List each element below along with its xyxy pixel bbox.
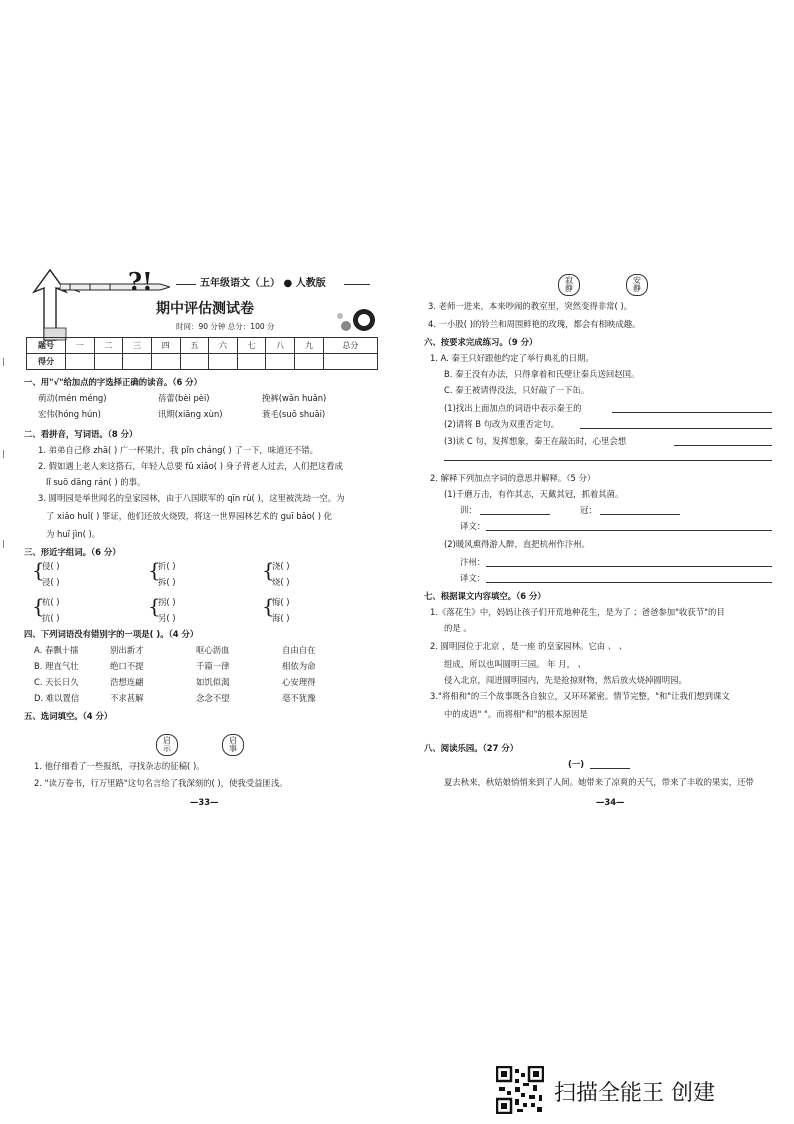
exam-title: 期中评估测试卷 <box>156 301 254 317</box>
pinyin-option[interactable]: 萌动(mén méng) <box>38 393 107 403</box>
word-choice-pill: 启事 <box>222 734 244 756</box>
answer-line[interactable] <box>674 445 772 446</box>
choice-word: D. 难以置信 <box>34 693 80 703</box>
score-cell[interactable] <box>323 354 377 370</box>
section-7-title: 七、根据课文内容填空。（6 分） <box>424 591 546 601</box>
score-cell[interactable] <box>123 354 152 370</box>
char-pair-top[interactable]: 杭( ) <box>42 597 60 607</box>
question-line: 2. 圆明园位于北京 ，是一座 的皇家园林。它由 、 、 <box>430 641 628 651</box>
answer-label: 汴州： <box>460 557 486 567</box>
score-cell[interactable] <box>94 354 123 370</box>
row-label: 题号 <box>27 338 66 354</box>
reading-text: 夏去秋来，秋姑娘悄悄来到了人间。她带来了凉爽的天气，带来了丰收的果实，还带 <box>444 777 754 787</box>
choice-word: C. 天长日久 <box>34 677 79 687</box>
char-pair-top[interactable]: 浇( ) <box>272 561 290 571</box>
question-line: C. 秦王被请得没法，只好敲了一下缶。 <box>444 385 590 395</box>
char-pair-bottom[interactable]: 拆( ) <box>158 577 176 587</box>
question-line: 3. 圆明园是举世闻名的皇家园林，由于八国联军的 qīn rù( )，这里被洗劫一空。为 <box>38 493 345 503</box>
char-pair-top[interactable]: 悔( ) <box>272 597 290 607</box>
pencil-stripe-icon <box>60 280 170 294</box>
question-line: 中的成语" "。而将相"和"的根本原因是 <box>444 709 588 719</box>
choice-word: 不求甚解 <box>110 693 144 703</box>
answer-line[interactable] <box>600 514 680 515</box>
choice-word: B. 理直气壮 <box>34 661 79 671</box>
choice-word: 千篇一律 <box>196 661 230 671</box>
section-1-title: 一、用"√"给加点的字选择正确的读音。（6 分） <box>24 377 202 387</box>
col-header: 总分 <box>323 338 377 354</box>
char-pair-bottom[interactable]: 海( ) <box>272 613 290 623</box>
choice-word: 自由自在 <box>282 645 316 655</box>
choice-word: 呕心沥血 <box>196 645 230 655</box>
score-cell[interactable] <box>209 354 238 370</box>
answer-line[interactable] <box>486 530 772 531</box>
col-header: 五 <box>180 338 209 354</box>
question-line: 4. 一小股( )的铃兰和周围鲜艳的玫瑰，都会有相映成趣。 <box>428 319 641 329</box>
answer-line[interactable] <box>580 428 772 429</box>
question-line: 2. "读万卷书，行万里路"这句名言给了我深刻的( )，使我受益匪浅。 <box>34 778 288 788</box>
question-line: (1)千磨万击，有作其志，天戴其冠，抓着其菌。 <box>444 489 624 499</box>
question-line: (2)暖风熏得游人醉，直把杭州作汴州。 <box>444 539 590 549</box>
choice-option-d[interactable] <box>34 694 316 702</box>
question-line: 1. 他仔细看了一些报纸，寻找杂志的征稿( )。 <box>34 761 205 771</box>
score-cell[interactable] <box>151 354 180 370</box>
col-header: 七 <box>237 338 266 354</box>
col-header: 一 <box>66 338 95 354</box>
section-3-title: 三、形近字组词。（6 分） <box>24 547 121 557</box>
header-line <box>176 284 196 285</box>
section-2-title: 二、看拼音，写词语。（8 分） <box>24 429 138 439</box>
binding-mark: | <box>2 539 5 548</box>
section-6-title: 六、按要求完成练习。（9 分） <box>424 337 538 347</box>
row-label: 得分 <box>27 354 66 370</box>
section-4-title: 四、下列词语没有错别字的一项是( )。（4 分） <box>24 629 199 639</box>
pinyin-option[interactable]: 宏伟(hóng hún) <box>38 409 101 419</box>
answer-line[interactable] <box>486 582 772 583</box>
answer-label: 训： <box>460 505 477 515</box>
char-pair-top[interactable]: 拐( ) <box>158 597 176 607</box>
choice-option-b[interactable] <box>34 662 316 670</box>
score-cell[interactable] <box>295 354 324 370</box>
question-line: 的是 。 <box>444 623 472 633</box>
answer-label: 译文： <box>460 573 486 583</box>
question-line: 1. A. 秦王只好跟他约定了举行典礼的日期。 <box>430 353 594 363</box>
char-pair-bottom[interactable]: 烧( ) <box>272 577 290 587</box>
brace-icon: { <box>262 594 275 618</box>
brace-icon: { <box>32 558 45 582</box>
reading-part-label: (一) <box>568 759 585 769</box>
answer-line[interactable] <box>590 768 630 769</box>
question-line: (3)读 C 句，发挥想象，秦王在敲缶时，心里会想 <box>444 436 627 446</box>
choice-word: 浩想连翩 <box>110 677 144 687</box>
col-header: 二 <box>94 338 123 354</box>
question-line: 3."将相和"的三个故事既各自独立，又环环紧密。情节完整，"和"让我们想到课文 <box>430 691 730 701</box>
question-line: 组成，所以也叫圆明三园。 年 月， 、 <box>444 659 586 669</box>
brace-icon: { <box>32 594 45 618</box>
header-line <box>344 284 370 285</box>
question-line: 2. 解释下列加点字词的意思并解释。（5 分） <box>430 473 596 483</box>
choice-word: 绝口不提 <box>110 661 144 671</box>
question-line: 1. 弟弟自己修 zhā( ) 广一杯果汁，我 pǐn cháng( ) 了一下，味道还不错。 <box>38 445 319 455</box>
answer-line[interactable] <box>486 566 772 567</box>
series-title: 五年级语文（上） ● 人教版 <box>200 278 326 289</box>
pinyin-option[interactable]: 蓑毛(suō shuāi) <box>262 409 326 419</box>
binding-mark: | <box>2 357 5 366</box>
question-line: 侵入北京，闯进圆明园内，先是抢掠财物，然后放火烧掉圆明园。 <box>444 675 687 685</box>
section-5-title: 五、选词填空。（4 分） <box>24 711 113 721</box>
choice-word: 心安理得 <box>282 677 316 687</box>
char-pair-bottom[interactable]: 抗( ) <box>42 613 60 623</box>
col-header: 八 <box>266 338 295 354</box>
exam-meta: 时间：90 分钟 总分：100 分 <box>176 322 275 331</box>
answer-label: 冠： <box>580 505 597 515</box>
choice-word: 相依为命 <box>282 661 316 671</box>
score-value-row <box>27 354 378 370</box>
question-line: B. 秦王没有办法，只得拿着和氏壁让秦兵送回赵国。 <box>444 369 640 379</box>
choice-word: 念念不望 <box>196 693 230 703</box>
word-choice-pill: 安静 <box>626 274 648 296</box>
qr-code-icon <box>496 1066 544 1114</box>
answer-line[interactable] <box>480 514 550 515</box>
choice-word: A. 春飘十擂 <box>34 645 79 655</box>
char-pair-top[interactable]: 折( ) <box>158 561 176 571</box>
question-line: 了 xiǎo huǐ( ) 罪证，他们还放火烧毁，将这一世界园林艺术的 guī bǎo( ) 化 <box>46 511 332 521</box>
choice-option-c[interactable] <box>34 678 316 686</box>
answer-line[interactable] <box>444 460 772 461</box>
answer-line[interactable] <box>612 412 772 413</box>
score-cell[interactable] <box>66 354 95 370</box>
page-number: —34— <box>596 797 625 807</box>
choice-option-a[interactable] <box>34 646 316 654</box>
choice-word: 毫不犹豫 <box>282 693 316 703</box>
question-line: 1.《落花生》中，妈妈让孩子们开荒地种花生，是为了 ；爸爸参加"收获节"的目 <box>430 607 725 617</box>
section-8-title: 八、阅读乐园。（27 分） <box>424 743 519 753</box>
page-number: —33— <box>190 797 219 807</box>
question-line: lǐ suō dāng rán( ) 的事。 <box>46 477 146 487</box>
choice-word: 别出新才 <box>110 645 144 655</box>
pinyin-option[interactable]: 讯期(xiāng xùn) <box>158 409 223 419</box>
question-mark-icon: ?! <box>128 267 153 296</box>
pinyin-option[interactable]: 挽裤(wǎn huǎn) <box>262 393 327 403</box>
col-header: 九 <box>295 338 324 354</box>
col-header: 四 <box>151 338 180 354</box>
score-cell[interactable] <box>266 354 295 370</box>
score-header-row <box>27 338 378 354</box>
bubbles-icon <box>336 306 376 336</box>
answer-label: 译文： <box>460 521 486 531</box>
col-header: 六 <box>209 338 238 354</box>
col-header: 三 <box>123 338 152 354</box>
word-choice-pill: 寂静 <box>558 274 580 296</box>
score-cell[interactable] <box>180 354 209 370</box>
char-pair-bottom[interactable]: 另( ) <box>158 613 176 623</box>
char-pair-bottom[interactable]: 浸( ) <box>42 577 60 587</box>
question-line: 3. 老师一进来，本来吵闹的教室里，突然变得非常( )。 <box>428 301 633 311</box>
scanner-watermark: 扫描全能王 创建 <box>554 1081 715 1106</box>
pinyin-option[interactable]: 蓓蕾(bèi pèi) <box>158 393 210 403</box>
question-line: (2)请将 B 句改为双重否定句。 <box>444 419 560 429</box>
brace-icon: { <box>148 558 161 582</box>
brace-icon: { <box>148 594 161 618</box>
choice-word: 如饥似渴 <box>196 677 230 687</box>
question-line: 2. 假如遇上老人来这搭石，年轻人总要 fǔ xiǎo( ) 身子背老人过去，人们把这看成 <box>38 461 343 471</box>
binding-mark: | <box>2 449 5 458</box>
brace-icon: { <box>262 558 275 582</box>
score-table <box>26 337 378 370</box>
question-line: 为 huī jìn( )。 <box>46 529 101 539</box>
word-choice-pill: 启示 <box>156 734 178 756</box>
question-line: (1)找出上面加点的词语中表示秦王的 <box>444 403 582 413</box>
score-cell[interactable] <box>237 354 266 370</box>
char-pair-top[interactable]: 侵( ) <box>42 561 60 571</box>
